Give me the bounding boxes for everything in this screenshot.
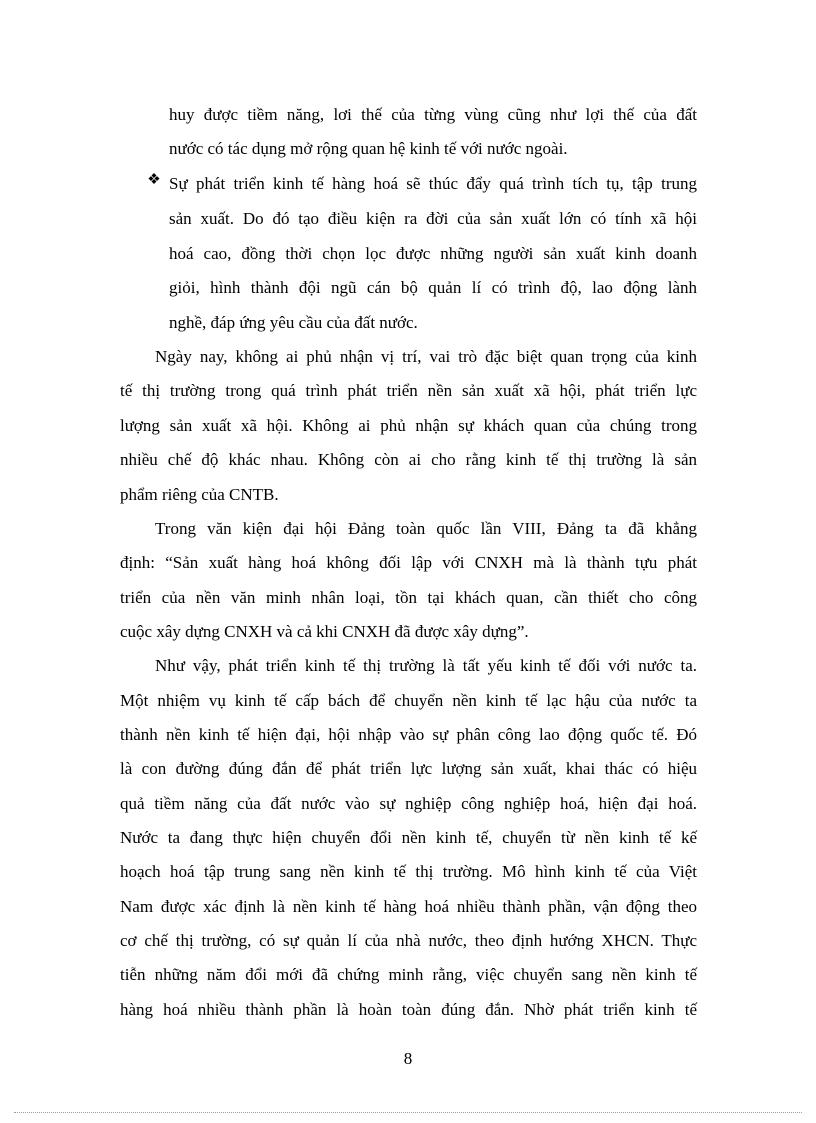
page-bottom-border xyxy=(14,1112,802,1113)
text-line: quả tiềm năng của đất nước vào sự nghiệp công nghiệp hoá, hiện đại hoá. xyxy=(120,794,697,813)
text-line: là con đường đúng đắn để phát triển lực lượng sản xuất, khai thác có hiệu xyxy=(120,759,697,778)
text-line: nhiều chế độ khác nhau. Không còn ai cho rằng kinh tế thị trường là sản xyxy=(120,450,697,469)
text-line: định: “Sản xuất hàng hoá không đối lập với CNXH mà là thành tựu phát xyxy=(120,553,697,572)
text-line: giỏi, hình thành đội ngũ cán bộ quản lí có trình độ, lao động lành xyxy=(169,278,697,297)
text-line: tế thị trường trong quá trình phát triển nền sản xuất xã hội, phát triển lực xyxy=(120,381,697,400)
text-line: Nước ta đang thực hiện chuyển đổi nền kinh tế, chuyển từ nền kinh tế kế xyxy=(120,828,697,847)
text-line: Nam được xác định là nền kinh tế hàng hoá nhiều thành phần, vận động theo xyxy=(120,897,697,916)
text-line: cơ chế thị trường, có sự quản lí của nhà nước, theo định hướng XHCN. Thực xyxy=(120,931,697,950)
text-line: huy được tiềm năng, lơi thế của từng vùng cũng như lợi thế của đất xyxy=(169,105,697,124)
text-line: nghề, đáp ứng yêu cầu của đất nước. xyxy=(169,313,418,332)
text-line: Trong văn kiện đại hội Đảng toàn quốc lần VIII, Đảng ta đã khẳng xyxy=(155,519,697,538)
text-line: sản xuất. Do đó tạo điều kiện ra đời của sản xuất lớn có tính xã hội xyxy=(169,209,697,228)
text-line: Một nhiệm vụ kinh tế cấp bách để chuyển nền kinh tế lạc hậu của nước ta xyxy=(120,691,697,710)
text-line: cuộc xây dựng CNXH và cả khi CNXH đã được xây dựng”. xyxy=(120,622,529,641)
text-line: Sự phát triển kinh tế hàng hoá sẽ thúc đẩy quá trình tích tụ, tập trung xyxy=(169,174,697,193)
text-line: Ngày nay, không ai phủ nhận vị trí, vai trò đặc biệt quan trọng của kinh xyxy=(155,347,697,366)
text-line: triển của nền văn minh nhân loại, tồn tại khách quan, cần thiết cho công xyxy=(120,588,697,607)
text-line: thành nền kinh tế hiện đại, hội nhập vào sự phân công lao động quốc tế. Đó xyxy=(120,725,697,744)
text-line: nước có tác dụng mở rộng quan hệ kinh tế với nước ngoài. xyxy=(169,139,568,158)
text-line: Như vậy, phát triển kinh tế thị trường là tất yếu kinh tế đối với nước ta. xyxy=(155,656,697,675)
text-line: tiễn những năm đổi mới đã chứng minh rằng, việc chuyển sang nền kinh tế xyxy=(120,965,697,984)
text-line: hoá cao, đồng thời chọn lọc được những người sản xuất kinh doanh xyxy=(169,244,697,263)
text-line: phẩm riêng của CNTB. xyxy=(120,485,279,504)
text-line: lượng sản xuất xã hội. Không ai phủ nhận sự khách quan của chúng trong xyxy=(120,416,697,435)
diamond-bullet-icon: ❖ xyxy=(147,172,161,188)
text-line: hàng hoá nhiều thành phần là hoàn toàn đúng đắn. Nhờ phát triển kinh tế xyxy=(120,1000,697,1019)
text-line: hoạch hoá tập trung sang nền kinh tế thị trường. Mô hình kinh tế của Việt xyxy=(120,862,697,881)
page-number: 8 xyxy=(403,1049,413,1068)
